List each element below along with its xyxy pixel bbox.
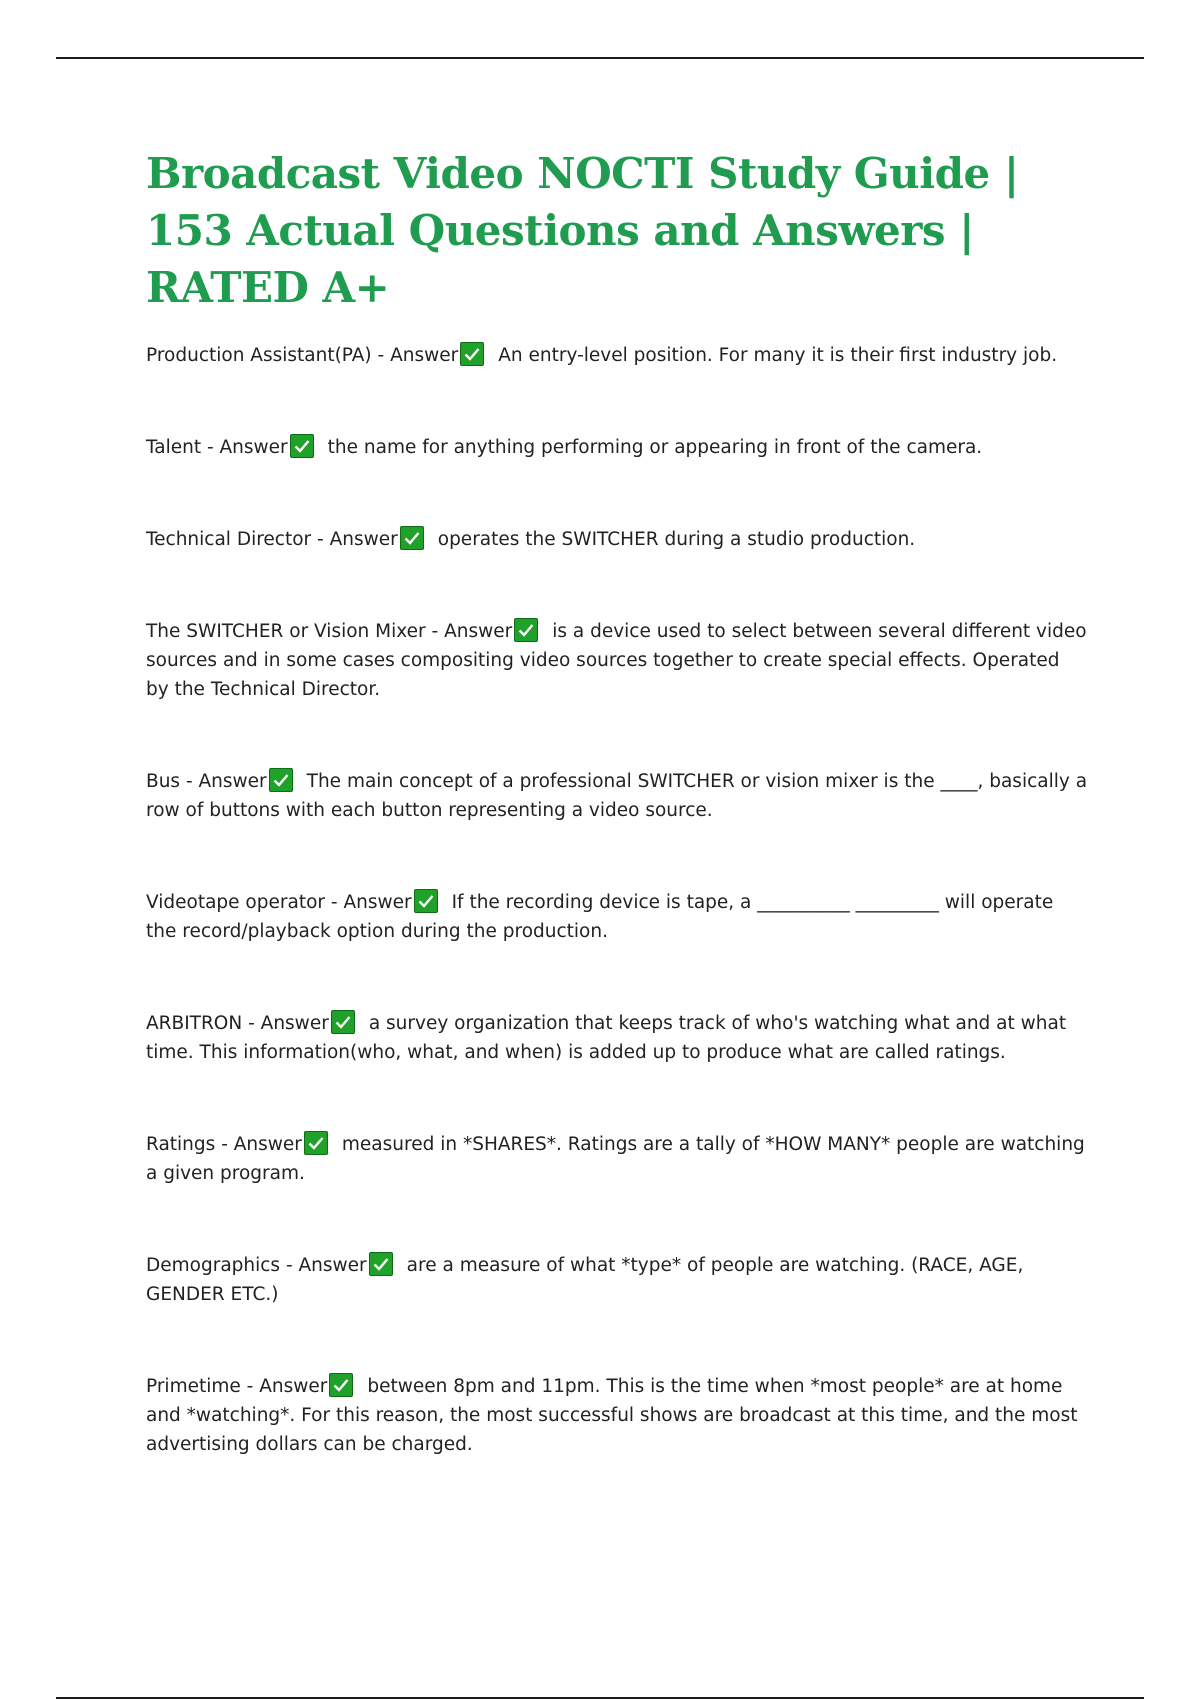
qa-term: Production Assistant(PA)	[146, 345, 372, 366]
answer-marker: - Answer	[377, 345, 459, 366]
bottom-rule	[56, 1697, 1144, 1699]
green-checkmark-icon	[304, 1131, 328, 1155]
qa-item	[146, 767, 1088, 825]
answer-marker: - Answer	[206, 437, 288, 458]
qa-answer: are a measure of what *type* of people are watching. (RACE, AGE, GENDER ETC.)	[146, 1255, 1024, 1305]
answer-marker: - Answer	[285, 1255, 367, 1276]
qa-list	[146, 341, 1088, 1459]
qa-answer: between 8pm and 11pm. This is the time when *most people* are at home and *watching*. For this reason, the most successful shows are broadcast at this time, and the most advertising dollars can be charged.	[146, 1376, 1078, 1455]
qa-term: Demographics	[146, 1255, 281, 1276]
answer-marker: - Answer	[221, 1134, 302, 1155]
qa-answer: If the recording device is tape, a __________ _________ will operate the record/playback option during the production.	[146, 892, 1054, 942]
qa-answer: operates the SWITCHER during a studio production.	[437, 529, 916, 550]
document-title: Broadcast Video NOCTI Study Guide | 153 Actual Questions and Answers | RATED A+	[146, 149, 1019, 312]
qa-item	[146, 617, 1088, 704]
green-checkmark-icon	[269, 768, 293, 792]
qa-item	[146, 1009, 1088, 1067]
green-checkmark-icon	[369, 1252, 393, 1276]
green-checkmark-icon	[290, 434, 314, 458]
qa-item	[146, 341, 1088, 370]
document-body	[146, 145, 1088, 1459]
answer-marker: - Answer	[248, 1013, 329, 1034]
top-rule	[56, 57, 1144, 59]
answer-marker: - Answer	[431, 621, 513, 642]
qa-answer: measured in *SHARES*. Ratings are a tally of *HOW MANY* people are watching a given program.	[146, 1134, 1085, 1184]
qa-term: Bus	[146, 771, 181, 792]
qa-answer: The main concept of a professional SWITCHER or vision mixer is the ____, basically a row of buttons with each button representing a video source.	[146, 771, 1088, 821]
qa-answer: the name for anything performing or appearing in front of the camera.	[327, 437, 983, 458]
green-checkmark-icon	[514, 618, 538, 642]
qa-answer: An entry-level position. For many it is their first industry job.	[498, 345, 1058, 366]
qa-term: Ratings	[146, 1134, 216, 1155]
qa-term: The SWITCHER or Vision Mixer	[146, 621, 426, 642]
qa-term: Technical Director	[146, 529, 312, 550]
qa-term: Primetime	[146, 1376, 241, 1397]
qa-item	[146, 433, 1088, 462]
green-checkmark-icon	[400, 526, 424, 550]
qa-item	[146, 1130, 1088, 1188]
answer-marker: - Answer	[317, 529, 398, 550]
green-checkmark-icon	[329, 1373, 353, 1397]
qa-item	[146, 525, 1088, 554]
green-checkmark-icon	[414, 889, 438, 913]
answer-marker: - Answer	[246, 1376, 328, 1397]
green-checkmark-icon	[460, 342, 484, 366]
qa-answer: is a device used to select between several different video sources and in some cases compositing video sources together to create special effects. Operated by the Technical Director.	[146, 621, 1087, 700]
qa-item	[146, 1372, 1088, 1459]
answer-marker: - Answer	[185, 771, 267, 792]
qa-answer: a survey organization that keeps track of who's watching what and at what time. This information(who, what, and when) is added up to produce what are called ratings.	[146, 1013, 1067, 1063]
qa-item	[146, 1251, 1088, 1309]
qa-term: Talent	[146, 437, 202, 458]
qa-term: Videotape operator	[146, 892, 325, 913]
qa-item	[146, 888, 1088, 946]
qa-term: ARBITRON	[146, 1013, 243, 1034]
green-checkmark-icon	[331, 1010, 355, 1034]
answer-marker: - Answer	[330, 892, 412, 913]
